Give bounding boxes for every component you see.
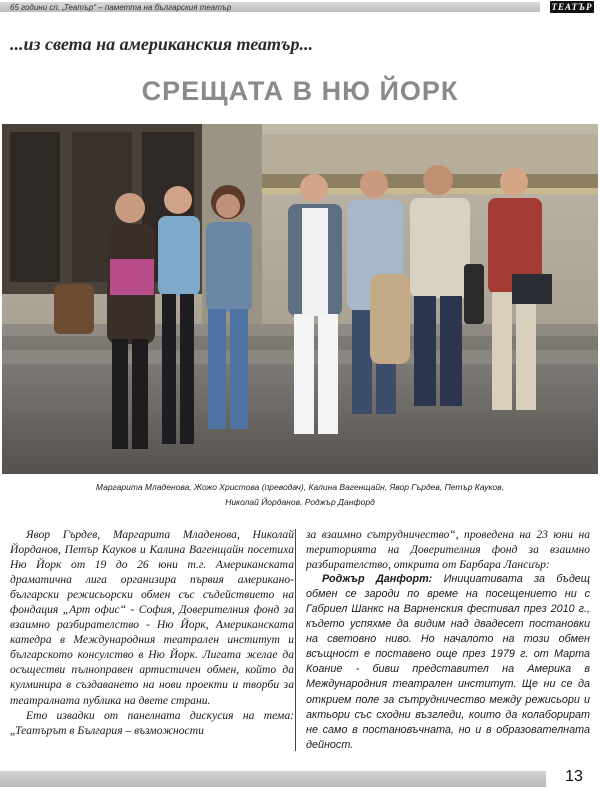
footer-band [0,771,546,787]
article-body [10,527,590,762]
speaker-name: Роджър Данфорт: [322,573,433,586]
group-photo [2,124,598,474]
group-photo-illustration [2,124,598,474]
photo-caption-line-1: Маргарита Младенова, Жожо Христова (преводач), Калина Вагенщайн, Явор Гърдев, Петър Кауков, [95,482,505,492]
article-paragraph: за взаимно сътрудничество“, проведена на 23 юни на територията на Доверителния фонд за взаимно разбирателство, открита от Барбара Лансиър: [306,528,590,572]
article-headline: СРЕЩАТА В НЮ ЙОРК [141,76,459,106]
article-column-left [10,527,294,762]
article-paragraph: Явор Гърдев, Маргарита Младенова, Николай Йорданов, Петър Кауков и Калина Вагенщайн посетиха Ню Йорк от 19 до 26 юни т.г. Американската драматична лига организира първия американо-български режисьорски обмен със съдействието на фондация „Арт офис“ - София, Доверителния фонд за взаимно разбирателство - Ню Йорк, Американската катедра в Международния театрален институт и българското консулство в Ню Йорк. Лигата желае да осъществи пълноправен артистичен обмен, който да кулминира в създаването на нови проекти и творби за театралната публика на двете страни. [10,528,294,707]
magazine-logo: ТЕАТЪР [551,2,593,12]
article-paragraph: Ето извадки от панелната дискусия на тема: „Театърът в България – възможности [10,708,294,737]
column-divider [295,529,296,751]
speaker-text: Инициативата за бъдещ обмен се зароди по време на посещението ни с Габриел Шанкс на Варненския фестивал през 2010 г., където успяхме да видим над двадесет постановки на световно ниво. Но началото на този обмен всъщност е поставено още през 1979 г. от Марта Коание - бивш представител на Америка в Международния театрален институт. Ще ни се да открием поле за сътрудничество между режисьори и актьори със сходни възгледи, които да колаборират не само в постановъчната, но и в образователната дейност. [306,573,590,751]
photo-caption-line-2: Николай Йорданов, Роджър Данфорд [225,497,375,507]
section-rubric: ...из света на американския театър... [10,34,313,54]
photo-caption [30,480,570,510]
interview-paragraph [306,572,590,753]
article-column-right [306,527,590,762]
page-number: 13 [565,768,583,785]
running-header [0,0,600,14]
running-title: 65 години сп. „Театър“ – паметта на българския театър [10,2,232,12]
